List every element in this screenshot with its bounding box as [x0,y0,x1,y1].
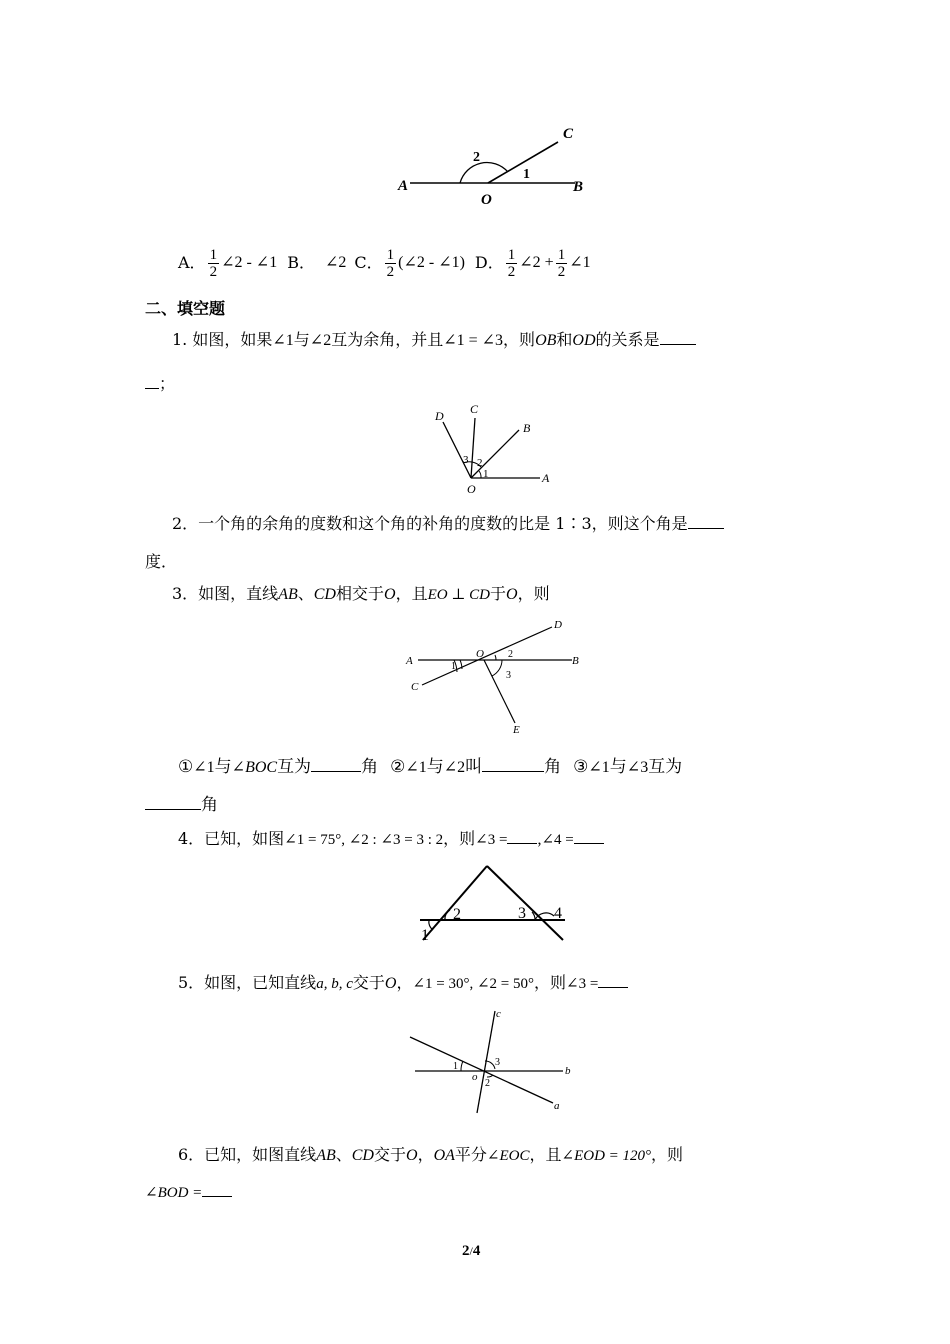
label-angle-2: 2 [473,150,480,165]
label-A: A [542,471,550,485]
label-O: O [481,192,492,208]
label-c: c [496,1008,501,1020]
answer-blank-q1[interactable] [660,330,696,345]
label-angle-3: 3 [506,670,511,681]
question-3: 3．如图，直线AB、CD相交于O，且EO ⊥ CD于O，则 [172,584,550,603]
label-o: o [472,1071,478,1083]
answer-blank-q6[interactable] [202,1182,232,1197]
option-d-expr-1: ∠2 + [519,254,554,271]
label-A: A [406,655,413,667]
question-1-cont: ； [145,374,175,394]
answer-blank-q3-2[interactable] [482,757,544,772]
figure-q4 [415,860,575,945]
label-angle-1: 1 [483,468,489,480]
option-c-letter: C． [354,253,383,272]
option-d-letter: D． [474,253,504,272]
label-B: B [573,179,584,195]
label-angle-2: 2 [485,1078,490,1089]
option-b-expr: ∠2 [324,254,347,271]
option-a-fraction: $\frac{1}{2}$ [209,246,218,280]
answer-blank-q3-1[interactable] [311,757,361,772]
question-3-answers: ①∠1与∠BOC互为 角 ②∠1与∠2叫 角 ③∠1与∠3互为 [178,757,683,777]
label-angle-1: 1 [523,167,530,182]
label-angle-1: 1 [453,1061,458,1072]
figure-q3 [400,615,590,737]
label-E: E [513,724,520,736]
question-6-cont: ∠BOD = [145,1182,232,1203]
option-d-expr-2: ∠1 [569,254,591,271]
answer-blank-q4-2[interactable] [574,829,604,844]
label-C: C [470,402,479,416]
question-4: 4．已知，如图∠1 = 75°, ∠2 : ∠3 = 3 : 2，则∠3 = ,∠4 = [178,829,604,850]
label-angle-2: 2 [477,457,483,469]
label-angle-1: 1 [451,661,456,672]
label-angle-2: 2 [508,649,513,660]
option-a-expr: ∠2 - ∠1 [221,254,278,271]
label-angle-3: 3 [518,905,526,922]
question-5: 5．如图，已知直线a, b, c交于O，∠1 = 30°, ∠2 = 50°，则∠3 = [178,973,628,994]
label-angle-1: 1 [421,927,429,944]
label-B: B [523,421,531,435]
answer-blank-q3-3[interactable] [145,795,201,810]
label-angle-4: 4 [554,905,562,922]
label-A: A [398,178,409,194]
options-row [178,245,591,281]
question-1: 1. 如图，如果∠1与∠2互为余角，并且∠1 = ∠3，则OB和OD的关系是 [172,330,696,351]
label-B: B [572,655,579,667]
option-b-letter: B． [287,253,315,272]
option-c-expr: (∠2 - ∠1) [398,254,465,271]
question-2: 2．一个角的余角的度数和这个角的补角的度数的比是 1∶3，则这个角是 [172,514,724,534]
figure-q5 [405,1005,590,1120]
label-a: a [554,1100,560,1112]
label-b: b [565,1065,571,1077]
page-number: 2/4 [462,1243,481,1259]
option-d-fraction-1: $\frac{1}{2}$ [507,246,516,280]
answer-blank-q2[interactable] [688,514,724,529]
label-angle-2: 2 [453,906,461,923]
answer-blank-q4-1[interactable] [507,829,537,844]
option-a-letter: A． [178,253,206,272]
question-3-answers-cont: 角 [145,795,218,815]
question-2-cont: 度． [145,552,178,571]
question-6: 6．已知，如图直线AB、CD交于O，OA平分∠EOC，且∠EOD = 120°，则 [178,1145,684,1164]
figure-q1 [425,400,565,498]
figure-angle-aob [390,118,600,213]
answer-blank-q5[interactable] [598,973,628,988]
section-title: 二、填空题 [145,299,226,318]
label-C: C [411,681,419,693]
label-angle-3: 3 [463,454,469,466]
label-D: D [435,409,444,423]
label-O: O [467,482,476,496]
label-O: O [476,648,484,660]
option-d-fraction-2: $\frac{1}{2}$ [557,246,566,280]
label-D: D [554,619,562,631]
label-angle-3: 3 [495,1057,500,1068]
option-c-fraction: $\frac{1}{2}$ [386,246,395,280]
label-C: C [563,126,574,142]
